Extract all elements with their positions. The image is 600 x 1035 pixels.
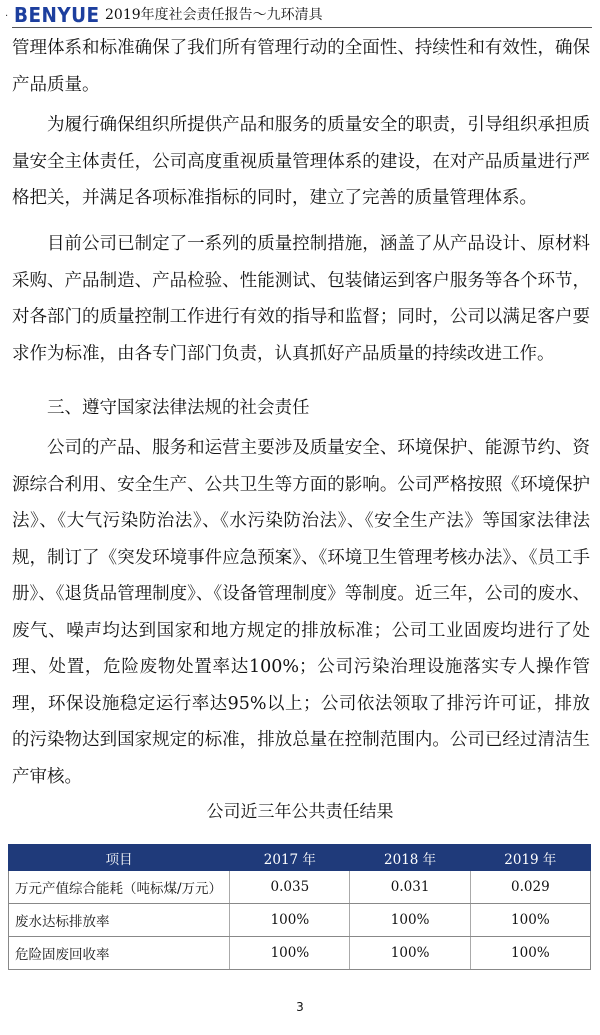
page-header: [0, 0, 600, 30]
page-number: 3: [296, 1000, 304, 1014]
paragraph-4: 公司的产品、服务和运营主要涉及质量安全、环境保护、能源节约、资源综合利用、安全生产、公共卫生等方面的影响。公司严格按照《环境保护法》、《大气污染防治法》、《水污染防治法》、《安全生产法》等国家法律法规，制订了《突发环境事件应急预案》、《环境卫生管理考核办法》、《员工手册》、《退货品管理制度》、《设备管理制度》等制度。近三年，公司的废水、废气、噪声均达到国家和地方规定的排放标准；公司工业固废均进行了处理、处置，危险废物处置率达100%；公司污染治理设施落实专人操作管理，环保设施稳定运行率达95%以上；公司依法领取了排污许可证，排放的污染物达到国家规定的标准，排放总量在控制范围内。公司已经过清洁生产审核。: [12, 438, 590, 787]
public-responsibility-table: [8, 844, 591, 970]
cell-value: 0.031: [350, 871, 470, 904]
cell-value: 100%: [230, 904, 350, 937]
col-header-2019: 2019 年: [470, 845, 590, 871]
row-label: 万元产值综合能耗（吨标煤/万元）: [9, 871, 230, 904]
cell-value: 100%: [350, 937, 470, 970]
table-row: [9, 937, 591, 970]
paragraph-1: 管理体系和标准确保了我们所有管理行动的全面性、持续性和有效性，确保产品质量。: [12, 38, 590, 95]
benyue-logo: BENYUE: [14, 3, 100, 27]
row-label: 危险固废回收率: [9, 937, 230, 970]
table-row: [9, 904, 591, 937]
col-header-2018: 2018 年: [350, 845, 470, 871]
header-mark: ·: [5, 11, 9, 22]
col-header-item: 项目: [9, 845, 230, 871]
cell-value: 100%: [350, 904, 470, 937]
cell-value: 100%: [230, 937, 350, 970]
cell-value: 100%: [470, 904, 590, 937]
paragraph-3: 目前公司已制定了一系列的质量控制措施，涵盖了从产品设计、原材料采购、产品制造、产品检验、性能测试、包装储运到客户服务等各个环节，对各部门的质量控制工作进行有效的指导和监督；同时，公司以满足客户要求作为标准，由各专门部门负责，认真抓好产品质量的持续改进工作。: [12, 234, 590, 364]
table-row: [9, 871, 591, 904]
header-rule: [12, 27, 592, 28]
paragraph-2: 为履行确保组织所提供产品和服务的质量安全的职责，引导组织承担质量安全主体责任，公司高度重视质量管理体系的建设，在对产品质量进行严格把关，并满足各项标准指标的同时，建立了完善的质量管理体系。: [12, 115, 590, 208]
table-caption: 公司近三年公共责任结果: [206, 802, 394, 822]
cell-value: 0.035: [230, 871, 350, 904]
row-label: 废水达标排放率: [9, 904, 230, 937]
report-title: 2019年度社会责任报告～九环清具: [105, 7, 323, 23]
cell-value: 0.029: [470, 871, 590, 904]
section-heading: 三、遵守国家法律法规的社会责任: [47, 398, 310, 418]
table-header-row: [9, 845, 591, 871]
col-header-2017: 2017 年: [230, 845, 350, 871]
cell-value: 100%: [470, 937, 590, 970]
